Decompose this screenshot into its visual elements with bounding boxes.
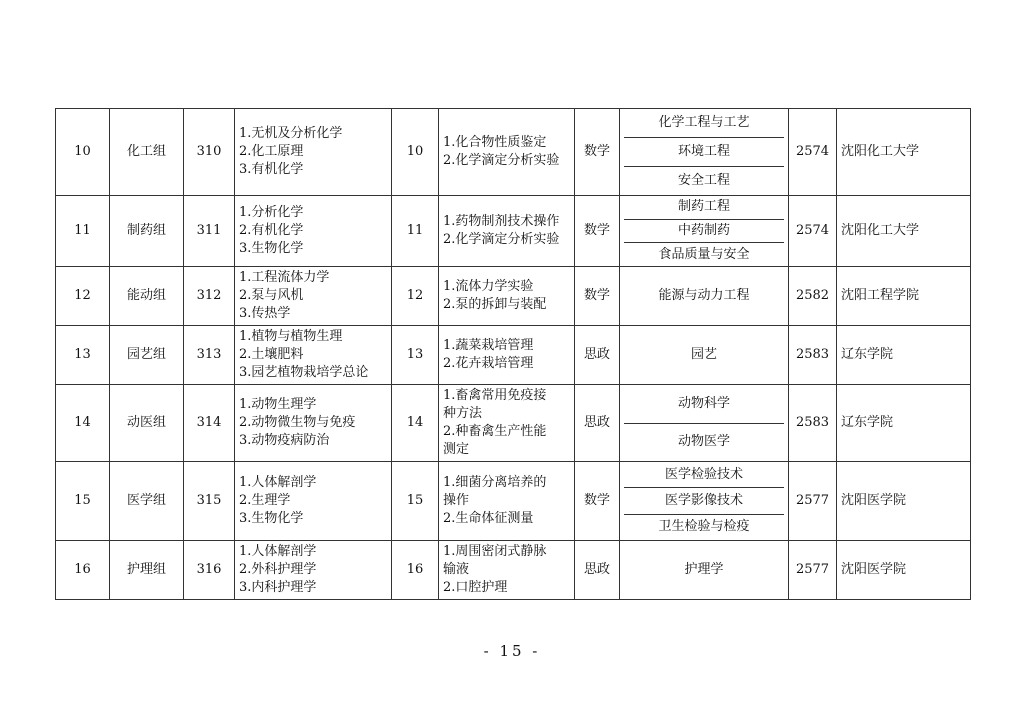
majors-cell (620, 109, 789, 196)
skill-tests-line: 种方法 (443, 406, 483, 421)
school-name: 沈阳医学院 (837, 462, 971, 541)
culture-subject: 数学 (575, 267, 620, 326)
theory-subjects-line: 2.有机化学 (239, 223, 304, 238)
majors-cell (620, 326, 789, 385)
skill-tests-line: 输液 (443, 562, 470, 577)
theory-subjects-line: 3.园艺植物栽培学总论 (239, 365, 369, 380)
major-item: 动物科学 (677, 395, 730, 411)
culture-subject: 数学 (575, 109, 620, 196)
skill-tests (439, 267, 575, 326)
majors-list (624, 196, 784, 266)
school-code: 2574 (789, 109, 837, 196)
row-number: 10 (56, 109, 110, 196)
table-row (56, 541, 971, 600)
skill-number: 15 (392, 462, 439, 541)
row-number: 12 (56, 267, 110, 326)
school-code: 2577 (789, 462, 837, 541)
theory-subjects-line: 1.植物与植物生理 (239, 329, 343, 344)
school-code: 2582 (789, 267, 837, 326)
skill-tests-line: 2.口腔护理 (443, 580, 508, 595)
majors-cell (620, 385, 789, 462)
major-item: 卫生检验与检疫 (624, 514, 784, 540)
skill-tests-line: 测定 (443, 442, 470, 457)
table-body (56, 109, 971, 600)
skill-tests-line: 1.细菌分离培养的 (443, 475, 547, 490)
majors-list (624, 541, 784, 599)
group-code: 314 (184, 385, 235, 462)
row-number: 16 (56, 541, 110, 600)
theory-subjects-line: 1.人体解剖学 (239, 544, 317, 559)
group-code: 312 (184, 267, 235, 326)
theory-subjects-line: 3.动物疫病防治 (239, 433, 330, 448)
group-name: 能动组 (110, 267, 184, 326)
skill-tests-line: 操作 (443, 493, 470, 508)
table-row (56, 326, 971, 385)
theory-subjects (235, 326, 392, 385)
school-name: 沈阳医学院 (837, 541, 971, 600)
group-code: 316 (184, 541, 235, 600)
majors-list (624, 109, 784, 195)
group-code: 310 (184, 109, 235, 196)
skill-tests-line: 1.药物制剂技术操作 (443, 214, 560, 229)
culture-subject: 思政 (575, 385, 620, 462)
theory-subjects-line: 3.传热学 (239, 306, 291, 321)
culture-subject: 思政 (575, 326, 620, 385)
table-row (56, 462, 971, 541)
skill-number: 14 (392, 385, 439, 462)
group-name: 医学组 (110, 462, 184, 541)
row-number: 14 (56, 385, 110, 462)
school-name: 辽东学院 (837, 326, 971, 385)
majors-list (624, 326, 784, 384)
skill-tests-line: 2.种畜禽生产性能 (443, 424, 547, 439)
theory-subjects-line: 1.工程流体力学 (239, 270, 330, 285)
enrollment-table (55, 108, 971, 600)
group-code: 315 (184, 462, 235, 541)
theory-subjects (235, 385, 392, 462)
school-code: 2577 (789, 541, 837, 600)
skill-tests (439, 462, 575, 541)
skill-tests-line: 1.流体力学实验 (443, 279, 534, 294)
majors-list (624, 267, 784, 325)
table-row (56, 109, 971, 196)
major-item: 中药制药 (624, 219, 784, 243)
table-row (56, 196, 971, 267)
theory-subjects-line: 2.化工原理 (239, 144, 304, 159)
major-item: 护理学 (684, 562, 724, 577)
theory-subjects (235, 462, 392, 541)
school-name: 辽东学院 (837, 385, 971, 462)
majors-list (624, 385, 784, 461)
theory-subjects-line: 3.有机化学 (239, 162, 304, 177)
school-code: 2583 (789, 385, 837, 462)
group-name: 化工组 (110, 109, 184, 196)
theory-subjects-line: 2.泵与风机 (239, 288, 304, 303)
skill-number: 12 (392, 267, 439, 326)
skill-number: 11 (392, 196, 439, 267)
theory-subjects (235, 196, 392, 267)
major-item: 医学检验技术 (664, 466, 743, 482)
school-code: 2574 (789, 196, 837, 267)
skill-tests-line: 2.花卉栽培管理 (443, 356, 534, 371)
skill-tests-line: 1.化合物性质鉴定 (443, 135, 547, 150)
group-name: 园艺组 (110, 326, 184, 385)
theory-subjects-line: 1.分析化学 (239, 205, 304, 220)
skill-number: 16 (392, 541, 439, 600)
culture-subject: 思政 (575, 541, 620, 600)
skill-tests (439, 326, 575, 385)
skill-tests-line: 2.化学滴定分析实验 (443, 153, 560, 168)
skill-number: 13 (392, 326, 439, 385)
theory-subjects (235, 267, 392, 326)
skill-tests-line: 1.蔬菜栽培管理 (443, 338, 534, 353)
skill-tests-line: 2.生命体征测量 (443, 511, 534, 526)
group-code: 313 (184, 326, 235, 385)
group-name: 制药组 (110, 196, 184, 267)
majors-cell (620, 196, 789, 267)
school-name: 沈阳工程学院 (837, 267, 971, 326)
theory-subjects-line: 3.内科护理学 (239, 580, 317, 595)
major-item: 食品质量与安全 (624, 242, 784, 266)
theory-subjects-line: 2.生理学 (239, 493, 291, 508)
theory-subjects-line: 2.动物微生物与免疫 (239, 415, 356, 430)
major-item: 园艺 (690, 347, 717, 362)
skill-tests (439, 109, 575, 196)
major-item: 医学影像技术 (624, 487, 784, 513)
skill-tests-line: 1.周围密闭式静脉 (443, 544, 547, 559)
culture-subject: 数学 (575, 462, 620, 541)
major-item: 能源与动力工程 (658, 288, 750, 303)
skill-tests-line: 2.化学滴定分析实验 (443, 232, 560, 247)
theory-subjects (235, 109, 392, 196)
major-item: 化学工程与工艺 (658, 115, 750, 130)
group-name: 动医组 (110, 385, 184, 462)
majors-list (624, 462, 784, 540)
skill-tests (439, 196, 575, 267)
theory-subjects-line: 1.无机及分析化学 (239, 126, 343, 141)
culture-subject: 数学 (575, 196, 620, 267)
major-item: 动物医学 (624, 423, 784, 462)
table-row (56, 385, 971, 462)
theory-subjects-line: 1.动物生理学 (239, 397, 317, 412)
skill-number: 10 (392, 109, 439, 196)
majors-cell (620, 267, 789, 326)
table-row (56, 267, 971, 326)
theory-subjects-line: 1.人体解剖学 (239, 475, 317, 490)
major-item: 制药工程 (677, 199, 730, 215)
theory-subjects-line: 3.生物化学 (239, 511, 304, 526)
majors-cell (620, 462, 789, 541)
skill-tests (439, 385, 575, 462)
skill-tests-line: 2.泵的拆卸与装配 (443, 297, 547, 312)
theory-subjects-line: 2.土壤肥料 (239, 347, 304, 362)
theory-subjects-line: 3.生物化学 (239, 241, 304, 256)
group-name: 护理组 (110, 541, 184, 600)
school-code: 2583 (789, 326, 837, 385)
theory-subjects-line: 2.外科护理学 (239, 562, 317, 577)
school-name: 沈阳化工大学 (837, 196, 971, 267)
theory-subjects (235, 541, 392, 600)
majors-cell (620, 541, 789, 600)
page-number: - 15 - (483, 642, 541, 660)
row-number: 15 (56, 462, 110, 541)
skill-tests (439, 541, 575, 600)
major-item: 环境工程 (624, 137, 784, 166)
group-code: 311 (184, 196, 235, 267)
school-name: 沈阳化工大学 (837, 109, 971, 196)
skill-tests-line: 1.畜禽常用免疫接 (443, 388, 547, 403)
major-item: 安全工程 (624, 166, 784, 195)
row-number: 11 (56, 196, 110, 267)
row-number: 13 (56, 326, 110, 385)
